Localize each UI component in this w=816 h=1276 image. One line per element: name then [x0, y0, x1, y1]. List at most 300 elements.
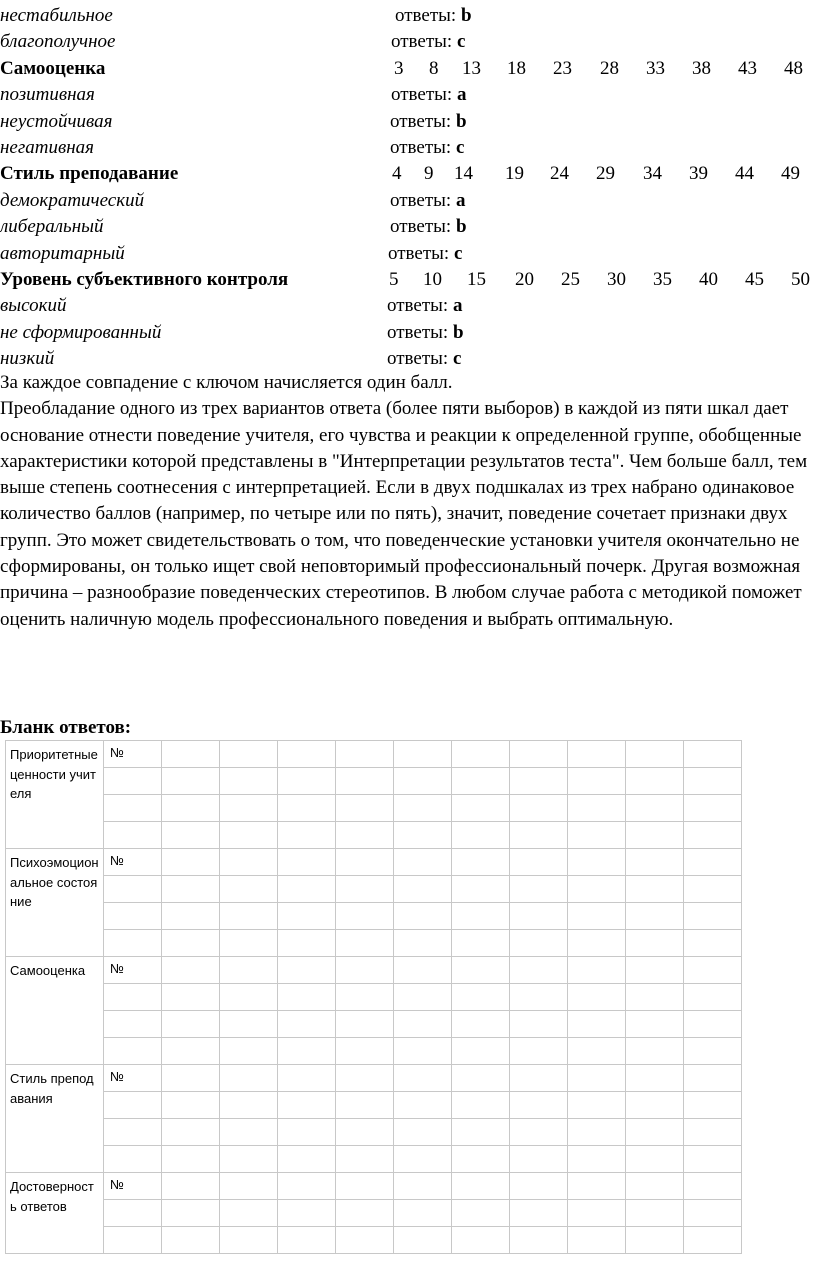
answer-cell[interactable]: [278, 1038, 336, 1065]
answer-cell[interactable]: [510, 1119, 568, 1146]
option-name: демократический: [0, 189, 145, 211]
answer-cell[interactable]: [626, 1173, 684, 1200]
answer-cell[interactable]: [394, 1173, 452, 1200]
answer-cell[interactable]: [336, 795, 394, 822]
answer-cell[interactable]: [394, 795, 452, 822]
answer-cell[interactable]: [626, 768, 684, 795]
answer-sheet-row: [6, 930, 742, 957]
question-number: 39: [689, 163, 708, 185]
answer-cell[interactable]: [626, 876, 684, 903]
answer-cell[interactable]: [220, 822, 278, 849]
answer-sheet-row: [6, 741, 742, 768]
answer-cell[interactable]: [336, 1227, 394, 1254]
answer-sheet-row: [6, 849, 742, 876]
scale-label-cell: Стиль преподавания: [6, 1065, 104, 1173]
answer-letter: c: [452, 348, 462, 370]
question-number: 44: [735, 163, 754, 185]
answer-cell[interactable]: [510, 903, 568, 930]
answer-cell[interactable]: [568, 1038, 626, 1065]
number-cell: [104, 822, 162, 849]
answer-cell[interactable]: [510, 1227, 568, 1254]
answer-cell[interactable]: [626, 741, 684, 768]
question-number: 8: [429, 57, 439, 79]
question-number: 30: [607, 269, 626, 290]
answer-cell[interactable]: [626, 984, 684, 1011]
question-number: 48: [784, 57, 803, 79]
answer-cell[interactable]: [684, 849, 742, 876]
answer-cell[interactable]: [510, 822, 568, 849]
answer-cell[interactable]: [394, 822, 452, 849]
question-number: 33: [646, 57, 665, 79]
answer-cell[interactable]: [394, 1200, 452, 1227]
answer-cell[interactable]: [394, 984, 452, 1011]
answer-cell[interactable]: [220, 1146, 278, 1173]
answer-sheet-row: [6, 1065, 742, 1092]
answer-letter: b: [455, 216, 467, 238]
answer-cell[interactable]: [684, 984, 742, 1011]
answer-cell[interactable]: [394, 1092, 452, 1119]
number-cell: [104, 930, 162, 957]
answer-cell[interactable]: [394, 1146, 452, 1173]
answer-key-value: ответы: c: [390, 137, 465, 158]
answer-cell[interactable]: [336, 957, 394, 984]
answer-cell[interactable]: [684, 1173, 742, 1200]
answer-cell[interactable]: [568, 849, 626, 876]
answer-cell[interactable]: [162, 1146, 220, 1173]
answer-cell[interactable]: [162, 768, 220, 795]
answer-key-value: ответы: c: [388, 242, 463, 264]
answer-cell[interactable]: [278, 903, 336, 930]
answer-cell[interactable]: [278, 1092, 336, 1119]
answer-cell[interactable]: [510, 849, 568, 876]
number-cell: [104, 1011, 162, 1038]
answer-cell[interactable]: [510, 876, 568, 903]
answer-cell[interactable]: [568, 930, 626, 957]
answer-sheet-row: [6, 1038, 742, 1065]
answer-sheet-row: [6, 1119, 742, 1146]
answer-cell[interactable]: [220, 1038, 278, 1065]
answer-cell[interactable]: [452, 1146, 510, 1173]
answer-cell[interactable]: [162, 1011, 220, 1038]
answer-sheet-row: [6, 903, 742, 930]
answer-cell[interactable]: [452, 903, 510, 930]
question-number: 5: [389, 269, 399, 290]
answer-cell[interactable]: [568, 1119, 626, 1146]
answer-cell[interactable]: [220, 930, 278, 957]
question-number: 23: [553, 57, 572, 79]
answer-cell[interactable]: [394, 1065, 452, 1092]
answer-cell[interactable]: [336, 930, 394, 957]
answer-cell[interactable]: [626, 1200, 684, 1227]
answer-cell[interactable]: [220, 741, 278, 768]
answer-cell[interactable]: [394, 876, 452, 903]
answer-cell[interactable]: [394, 1038, 452, 1065]
answer-cell[interactable]: [510, 1173, 568, 1200]
answer-cell[interactable]: [394, 849, 452, 876]
answer-cell[interactable]: [278, 849, 336, 876]
answer-letter: a: [455, 189, 466, 211]
answer-cell[interactable]: [162, 1227, 220, 1254]
answer-cell[interactable]: [452, 849, 510, 876]
answer-cell[interactable]: [452, 741, 510, 768]
answer-cell[interactable]: [452, 984, 510, 1011]
answer-cell[interactable]: [162, 741, 220, 768]
answer-cell[interactable]: [278, 1200, 336, 1227]
answer-cell[interactable]: [684, 1038, 742, 1065]
question-number: 28: [600, 57, 619, 79]
answer-cell[interactable]: [510, 930, 568, 957]
answer-cell[interactable]: [568, 1227, 626, 1254]
answer-cell[interactable]: [220, 1119, 278, 1146]
number-cell: [104, 876, 162, 903]
answer-cell[interactable]: [510, 1038, 568, 1065]
answer-cell[interactable]: [510, 957, 568, 984]
answer-cell[interactable]: [394, 741, 452, 768]
answer-cell[interactable]: [568, 741, 626, 768]
answer-cell[interactable]: [510, 1011, 568, 1038]
answer-cell[interactable]: [220, 795, 278, 822]
answer-sheet-row: [6, 1200, 742, 1227]
answer-sheet-row: [6, 1146, 742, 1173]
answer-cell[interactable]: [684, 1065, 742, 1092]
answer-cell[interactable]: [684, 903, 742, 930]
answer-cell[interactable]: [162, 1092, 220, 1119]
answer-cell[interactable]: [626, 795, 684, 822]
answer-cell[interactable]: [626, 957, 684, 984]
answer-cell[interactable]: [220, 1011, 278, 1038]
answer-cell[interactable]: [336, 1200, 394, 1227]
answer-cell[interactable]: [162, 795, 220, 822]
scale-label-cell: Самооценка: [6, 957, 104, 1065]
answer-letter: c: [455, 137, 465, 158]
answer-cell[interactable]: [336, 1011, 394, 1038]
answer-sheet-row: [6, 957, 742, 984]
question-number: 15: [467, 269, 486, 290]
answer-cell[interactable]: [568, 876, 626, 903]
answer-cell[interactable]: [452, 1227, 510, 1254]
answer-cell[interactable]: [452, 1038, 510, 1065]
answer-cell[interactable]: [278, 1065, 336, 1092]
answer-key-value: ответы: c: [387, 348, 462, 370]
option-name: позитивная: [0, 84, 95, 106]
answer-cell[interactable]: [336, 1092, 394, 1119]
number-cell: [104, 795, 162, 822]
number-cell: [104, 1227, 162, 1254]
answer-key-value: ответы: b: [390, 216, 467, 238]
answer-cell[interactable]: [336, 1065, 394, 1092]
answer-cell[interactable]: [278, 1173, 336, 1200]
answer-cell[interactable]: [278, 822, 336, 849]
answer-cell[interactable]: [510, 1065, 568, 1092]
answer-cell[interactable]: [568, 957, 626, 984]
answer-key-value: ответы: a: [390, 189, 466, 211]
number-cell: №: [104, 741, 162, 768]
number-cell: №: [104, 1065, 162, 1092]
answer-cell[interactable]: [684, 1227, 742, 1254]
answer-cell[interactable]: [336, 1038, 394, 1065]
answer-cell[interactable]: [278, 957, 336, 984]
answer-cell[interactable]: [394, 1119, 452, 1146]
answer-letter: a: [456, 84, 467, 106]
answer-cell[interactable]: [452, 768, 510, 795]
answer-cell[interactable]: [510, 1092, 568, 1119]
answer-key-value: ответы: a: [391, 84, 467, 106]
answer-cell[interactable]: [684, 822, 742, 849]
answer-cell[interactable]: [278, 741, 336, 768]
scale-name: Стиль преподавание: [0, 163, 179, 185]
answer-cell[interactable]: [220, 1065, 278, 1092]
answer-cell[interactable]: [452, 1200, 510, 1227]
answer-cell[interactable]: [336, 768, 394, 795]
question-number: 14: [454, 163, 473, 185]
answer-cell[interactable]: [278, 930, 336, 957]
answer-cell[interactable]: [626, 903, 684, 930]
answer-cell[interactable]: [568, 1200, 626, 1227]
answer-cell[interactable]: [452, 822, 510, 849]
answer-cell[interactable]: [394, 957, 452, 984]
scale-label-cell: Приоритетные ценности учителя: [6, 741, 104, 849]
answer-cell[interactable]: [568, 903, 626, 930]
option-name: негативная: [0, 137, 94, 158]
answer-cell[interactable]: [626, 1011, 684, 1038]
scale-label-cell: Достоверность ответов: [6, 1173, 104, 1254]
answer-cell[interactable]: [336, 741, 394, 768]
answer-cell[interactable]: [336, 1173, 394, 1200]
answer-sheet-row: [6, 768, 742, 795]
question-number: 18: [507, 57, 526, 79]
option-name: низкий: [0, 348, 55, 370]
answer-key-value: ответы: a: [387, 295, 463, 317]
question-number: 34: [643, 163, 662, 185]
question-number: 9: [424, 163, 434, 185]
answer-cell[interactable]: [220, 957, 278, 984]
answer-cell[interactable]: [626, 930, 684, 957]
answer-cell[interactable]: [684, 1092, 742, 1119]
answer-cell[interactable]: [394, 768, 452, 795]
number-cell: [104, 1038, 162, 1065]
answer-sheet-table: [5, 740, 742, 1254]
answer-cell[interactable]: [162, 849, 220, 876]
answer-sheet-row: [6, 1227, 742, 1254]
answer-cell[interactable]: [394, 1011, 452, 1038]
answer-cell[interactable]: [568, 1092, 626, 1119]
answer-cell[interactable]: [278, 1011, 336, 1038]
answer-cell[interactable]: [336, 1119, 394, 1146]
answer-letter: b: [455, 110, 467, 132]
answer-cell[interactable]: [684, 1146, 742, 1173]
answer-cell[interactable]: [162, 1038, 220, 1065]
answer-cell[interactable]: [568, 768, 626, 795]
answer-cell[interactable]: [220, 876, 278, 903]
answer-cell[interactable]: [452, 1119, 510, 1146]
answer-cell[interactable]: [162, 1200, 220, 1227]
answer-letter: a: [452, 295, 463, 317]
answer-cell[interactable]: [220, 1200, 278, 1227]
answer-cell[interactable]: [452, 876, 510, 903]
answer-cell[interactable]: [336, 876, 394, 903]
answer-key-value: ответы: b: [390, 110, 467, 132]
answer-cell[interactable]: [626, 1227, 684, 1254]
answer-cell[interactable]: [336, 1146, 394, 1173]
question-number: 49: [781, 163, 800, 185]
question-number: 45: [745, 269, 764, 290]
question-number: 24: [550, 163, 569, 185]
answer-letter: c: [453, 242, 463, 264]
answer-cell[interactable]: [626, 849, 684, 876]
number-cell: №: [104, 957, 162, 984]
answer-cell[interactable]: [278, 768, 336, 795]
question-number: 20: [515, 269, 534, 290]
question-number: 25: [561, 269, 580, 290]
question-number: 35: [653, 269, 672, 290]
answer-cell[interactable]: [510, 741, 568, 768]
answer-sheet-row: [6, 795, 742, 822]
answer-cell[interactable]: [162, 903, 220, 930]
answer-cell[interactable]: [278, 984, 336, 1011]
answer-cell[interactable]: [162, 876, 220, 903]
question-number: 40: [699, 269, 718, 290]
option-name: благополучное: [0, 31, 116, 53]
answer-cell[interactable]: [220, 849, 278, 876]
answer-cell[interactable]: [684, 741, 742, 768]
answer-cell[interactable]: [568, 1173, 626, 1200]
answer-cell[interactable]: [684, 795, 742, 822]
answer-cell[interactable]: [568, 1146, 626, 1173]
answer-cell[interactable]: [220, 1173, 278, 1200]
option-name: либеральный: [0, 216, 104, 238]
scoring-rule: За каждое совпадение с ключом начисляется один балл.: [0, 372, 453, 393]
option-name: нестабильное: [0, 5, 113, 26]
answer-cell[interactable]: [162, 1065, 220, 1092]
answer-cell[interactable]: [510, 984, 568, 1011]
number-cell: №: [104, 1173, 162, 1200]
scale-name: Самооценка: [0, 57, 106, 79]
answer-cell[interactable]: [568, 984, 626, 1011]
answer-cell[interactable]: [568, 795, 626, 822]
answer-cell[interactable]: [336, 984, 394, 1011]
number-cell: [104, 903, 162, 930]
answer-sheet-row: [6, 1173, 742, 1200]
answer-cell[interactable]: [510, 1146, 568, 1173]
answer-sheet-row: [6, 822, 742, 849]
answer-cell[interactable]: [568, 822, 626, 849]
answer-sheet-row: [6, 876, 742, 903]
answer-sheet-row: [6, 984, 742, 1011]
option-name: не сформированный: [0, 321, 162, 343]
answer-sheet-row: [6, 1011, 742, 1038]
answer-cell[interactable]: [394, 1227, 452, 1254]
answer-cell[interactable]: [336, 822, 394, 849]
answer-cell[interactable]: [684, 1119, 742, 1146]
answer-cell[interactable]: [452, 930, 510, 957]
answer-cell[interactable]: [684, 876, 742, 903]
question-number: 29: [596, 163, 615, 185]
answer-cell[interactable]: [568, 1065, 626, 1092]
answer-cell[interactable]: [278, 1146, 336, 1173]
instructions-text: [0, 370, 812, 633]
answer-cell[interactable]: [452, 1065, 510, 1092]
answer-cell[interactable]: [278, 795, 336, 822]
answer-cell[interactable]: [220, 768, 278, 795]
answer-cell[interactable]: [684, 957, 742, 984]
scale-label-cell: Психоэмоциональное состояние: [6, 849, 104, 957]
answer-cell[interactable]: [336, 849, 394, 876]
answer-cell[interactable]: [510, 795, 568, 822]
answer-sheet-title: Бланк ответов:: [0, 717, 132, 738]
question-number: 10: [423, 269, 442, 290]
number-cell: №: [104, 849, 162, 876]
answer-cell[interactable]: [626, 822, 684, 849]
answer-cell[interactable]: [452, 1011, 510, 1038]
answer-cell[interactable]: [684, 1200, 742, 1227]
question-number: 3: [394, 57, 404, 79]
answer-letter: b: [460, 5, 472, 26]
option-name: неустойчивая: [0, 110, 113, 132]
answer-cell[interactable]: [568, 1011, 626, 1038]
answer-cell[interactable]: [162, 984, 220, 1011]
answer-cell[interactable]: [162, 930, 220, 957]
answer-cell[interactable]: [510, 1200, 568, 1227]
question-number: 43: [738, 57, 757, 79]
answer-cell[interactable]: [452, 1173, 510, 1200]
number-cell: [104, 1119, 162, 1146]
answer-cell[interactable]: [510, 768, 568, 795]
answer-cell[interactable]: [626, 1092, 684, 1119]
answer-sheet-row: [6, 1092, 742, 1119]
question-number: 4: [392, 163, 402, 185]
number-cell: [104, 1200, 162, 1227]
answer-cell[interactable]: [278, 876, 336, 903]
number-cell: [104, 984, 162, 1011]
answer-cell[interactable]: [452, 1092, 510, 1119]
answer-key-value: ответы: b: [387, 321, 464, 343]
answer-cell[interactable]: [452, 795, 510, 822]
answer-cell[interactable]: [336, 903, 394, 930]
answer-cell[interactable]: [626, 1146, 684, 1173]
number-cell: [104, 1146, 162, 1173]
answer-key-value: ответы: c: [391, 31, 466, 53]
answer-cell[interactable]: [220, 1092, 278, 1119]
option-name: авторитарный: [0, 242, 125, 264]
number-cell: [104, 1092, 162, 1119]
answer-cell[interactable]: [626, 1038, 684, 1065]
answer-key-value: ответы: b: [395, 5, 472, 26]
answer-cell[interactable]: [394, 903, 452, 930]
answer-cell[interactable]: [626, 1119, 684, 1146]
option-name: высокий: [0, 295, 67, 317]
answer-letter: b: [452, 321, 464, 343]
answer-cell[interactable]: [452, 957, 510, 984]
answer-cell[interactable]: [684, 768, 742, 795]
answer-cell[interactable]: [684, 930, 742, 957]
answer-cell[interactable]: [220, 1227, 278, 1254]
question-number: 38: [692, 57, 711, 79]
question-number: 50: [791, 269, 810, 290]
answer-cell[interactable]: [162, 1173, 220, 1200]
answer-cell[interactable]: [626, 1065, 684, 1092]
answer-cell[interactable]: [394, 930, 452, 957]
answer-cell[interactable]: [684, 1011, 742, 1038]
answer-cell[interactable]: [220, 984, 278, 1011]
answer-cell[interactable]: [278, 1119, 336, 1146]
answer-cell[interactable]: [162, 957, 220, 984]
question-number: 19: [505, 163, 524, 185]
answer-cell[interactable]: [278, 1227, 336, 1254]
number-cell: [104, 768, 162, 795]
answer-cell[interactable]: [220, 903, 278, 930]
answer-cell[interactable]: [162, 1119, 220, 1146]
answer-cell[interactable]: [162, 822, 220, 849]
